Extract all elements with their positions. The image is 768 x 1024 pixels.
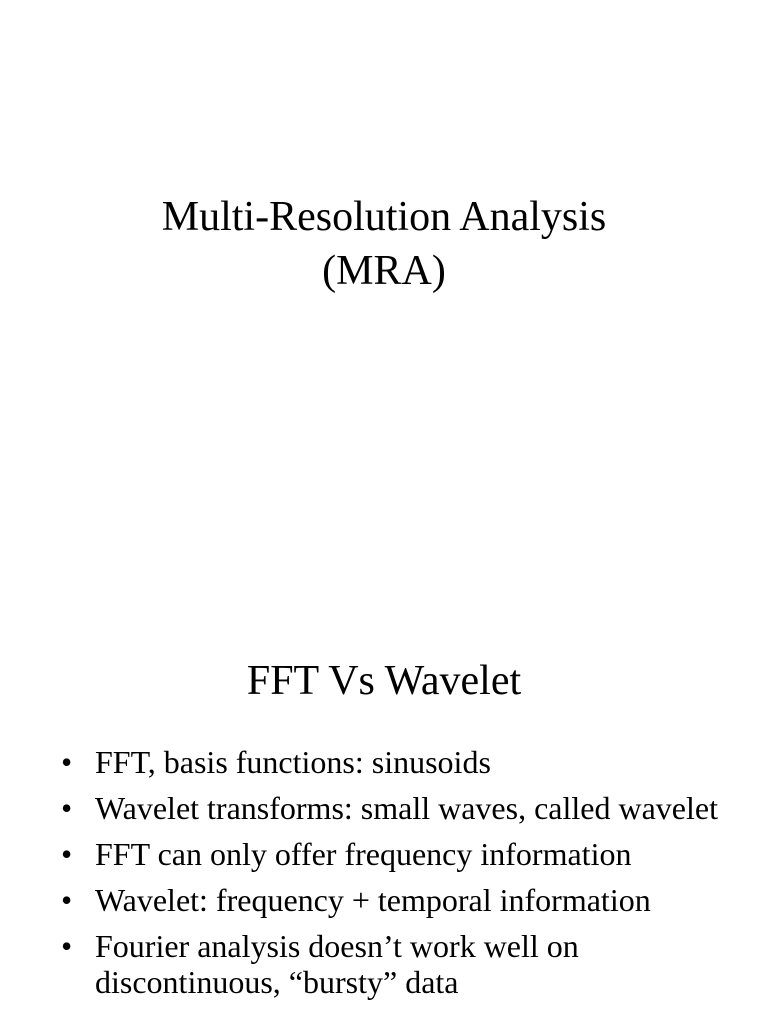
bullet-item <box>58 836 718 872</box>
slide-title: FFT Vs Wavelet <box>246 658 522 704</box>
bullet-icon: • <box>61 744 73 780</box>
bullet-item <box>58 790 718 826</box>
bullet-item <box>58 882 718 918</box>
bullet-icon: • <box>61 928 73 964</box>
bullet-text: FFT can only offer frequency information <box>95 836 632 872</box>
bullet-text: Wavelet transforms: small waves, called wavelet <box>95 790 718 826</box>
slide-fft-vs-wavelet <box>0 576 768 1024</box>
bullet-text: Wavelet: frequency + temporal information <box>95 882 651 918</box>
bullet-icon: • <box>61 836 73 872</box>
slide-title <box>0 190 768 298</box>
bullet-item <box>58 744 718 780</box>
bullet-text: Fourier analysis doesn’t work well on discontinuous, “bursty” data <box>95 928 579 1000</box>
bullet-text: FFT, basis functions: sinusoids <box>95 744 491 780</box>
bullet-item <box>58 928 718 1000</box>
title-line: Multi-Resolution Analysis <box>161 194 607 240</box>
title-line: (MRA) <box>322 248 446 294</box>
bullet-list <box>58 744 718 1010</box>
bullet-icon: • <box>61 882 73 918</box>
bullet-icon: • <box>61 790 73 826</box>
